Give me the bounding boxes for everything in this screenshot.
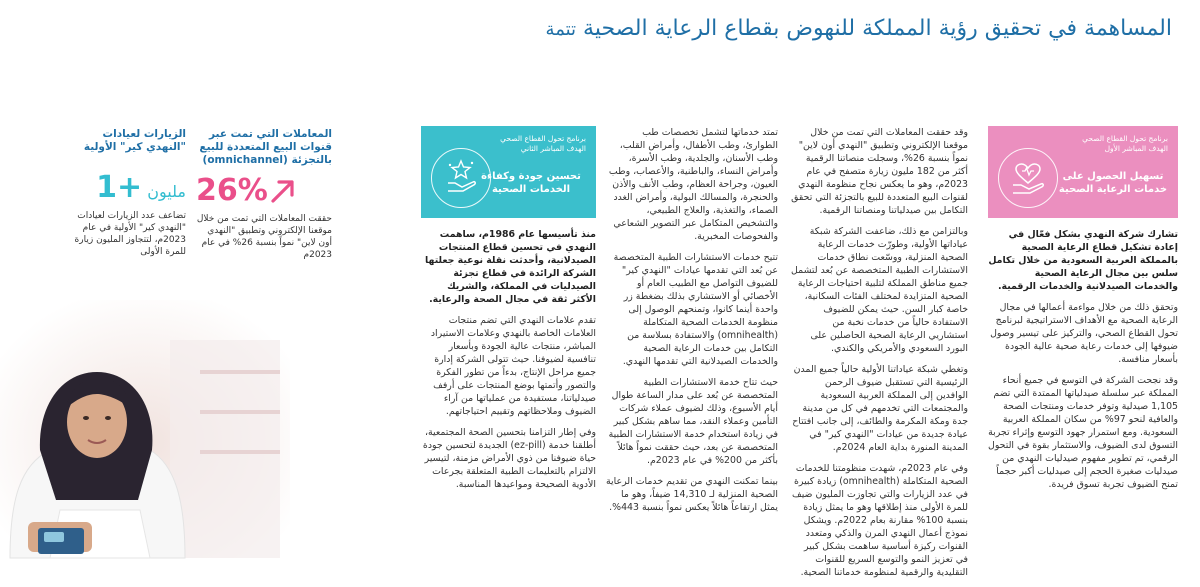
paragraph: تقدم علامات النهدي التي تضم منتجات العلامات الخاصة بالنهدي وعلامات الاستيراد المباشر، منتجات عالية الجودة وبأسعار تنافسية لضيوفنا. حيث تتولى الشركة إدارة جميع مراحل الإنتاج، بدءاً من تطور الفكرة والتصور وأتمتها بوضع المنتجات على أرفف صيدلياتنا، مستفيدة من عملياتها من آراء الضيوف وملاحظاتهم وتقييم احتياجاتهم.: [430, 315, 596, 417]
stat-heading: [196, 128, 332, 167]
stat-heading-line: المعاملات التي تمت عبر: [209, 128, 332, 140]
goal-card-goal: الهدف المباشر الأول: [1104, 144, 1168, 153]
paragraph: وتغطي شبكة عياداتنا الأولية حالياً جميع المدن الرئيسية التي تستقبل ضيوف الرحمن الوافدين إلى المملكة العربية السعودية والمجتمعات التي تخدمهم في كل من مدينة جدة ومكة المكرمة والطائف، إلى جانب افتتاح عيادة جديدة من عيادات "النهدي كير" في المدينة المنورة بداية العام 2024م.: [792, 364, 968, 453]
text-column-1: [988, 228, 1178, 499]
paragraph: بينما تمكنت النهدي من تقديم خدمات الرعاية الصحية المنزلية لـ 14,310 ضيفاً، وهو ما يمثل ارتفاعاً هائلاً يعكس نمواً بنسبة 443%.: [606, 476, 778, 513]
paragraph: تشارك شركة النهدي بشكل فعّال في إعادة تشكيل قطاع الرعاية الصحية بالمملكة العربية السعودية من خلال تكامل سلس بين مجال الرعاية الصحية والخدمات الصيدلانية والخدمات الرقمية.: [988, 229, 1178, 292]
text-column-3: [606, 126, 778, 522]
stat-value: 26%: [196, 173, 268, 208]
paragraph: وفي إطار التزامنا بتحسين الصحة المجتمعية، أطلقنا خدمة (ez-pill) الجديدة لتحسين جودة حياة ضيوفنا من ذوي الأمراض مزمنة، لتيسير الالتزام بالتعليمات الطبية المتعلقة بجرعات الأدوية الصحيحة ومواعيدها المناسبة.: [422, 427, 596, 490]
goal-card-quality: [421, 126, 596, 218]
paragraph: وبالتزامن مع ذلك، ضاعفت الشركة شبكة عياداتها الأولية، وطورّت خدمات الرعاية الصحية المنزلية، ووسّعت نطاق خدمات الاستشارات الطبية المتخصصة عن بُعد لتشمل جميع مناطق المملكة لتلبية احتياجات الرعاية الصحية المتزايدة لمختلف الفئات السكانية، خاصة كبار السن. حيث يمكن للضيوف الاستفادة حالياً من خدمات نخبة من استشاريي الرعاية الصحية الحاصلين على البورد السعودي والأمريكي والكندي.: [791, 226, 968, 354]
stat-heading-line: بالتجزئة (omnichannel): [202, 154, 332, 166]
stat-omnichannel: [196, 128, 332, 261]
arrow-up-right-icon: [268, 176, 298, 206]
stat-heading-line: قنوات البيع المتعددة للبيع: [199, 141, 332, 153]
goal-card-label: [1073, 134, 1168, 154]
stat-clinic-visits: [54, 128, 186, 258]
text-column-4: [421, 228, 596, 499]
pharmacist-photo: [0, 300, 290, 558]
page-title-text: المساهمة في تحقيق رؤية المملكة للنهوض بقطاع الرعاية الصحية: [583, 16, 1172, 41]
stat-value: +1: [96, 170, 143, 205]
goal-card-program: برنامج تحول القطاع الصحي: [500, 134, 586, 143]
text-column-2: [790, 126, 968, 587]
paragraph: وقد نجحت الشركة في التوسع في جميع أنحاء المملكة عبر سلسلة صيدلياتها الممتدة التي تضم 1,105 صيدلية وتوفر خدمات ومنتجات الصحة والعافية لنحو 97% من سكان المملكة العربية السعودية. ومع استمرار جهود التوسع وإثراء تجربة التسوق لدى الضيوف، والاستثمار بقوة في التحول الرقمي، تم تطوير مفهوم صيدليات النهدي من صيدليات صغيرة الحجم إلى صيدليات أكبر حجماً تمنح الضيوف تجربة تسوق فريدة.: [988, 375, 1178, 490]
stat-value-row: [54, 170, 186, 206]
goal-card-goal: الهدف المباشر الثاني: [520, 144, 586, 153]
stat-heading-line: الزيارات لعيادات: [102, 128, 186, 140]
goal-card-title: تسهيل الحصول على خدمات الرعاية الصحية: [1058, 171, 1168, 195]
paragraph: وقد حققت المعاملات التي تمت من خلال موقعنا الإلكتروني وتطبيق "النهدي أون لاين" نمواً بنسبة 26%، وسجلت منصاتنا الرقمية أكثر من 182 مليون زيارة متصفح في عام 2023م، وهو ما يعكس نجاح منظومة النهدي لقنوات البيع المتعددة للبيع بالتجزئة التي تحقق التكامل بين صيدلياتنا ومنصاتنا الرقمية.: [791, 127, 968, 216]
paragraph: تمتد خدماتها لتشمل تخصصات طب الطوارئ، وطب الأطفال، وأمراض القلب، وطب الأسنان، والجلدية، وطب الأسرة، وأمراض النساء، والباطنية، والأعصاب، وطب العيون، وجراحة العظام، وطب الأنف والأذن والحنجرة، والمسالك البولية، وأمراض الغدد الصماء، والتغذية، والعلاج الطبيعي، والتشخيص المتكامل عبر التصوير الشعاعي والفحوصات المخبرية.: [608, 127, 778, 242]
paragraph: وتحقق ذلك من خلال مواءمة أعمالها في مجال الرعاية الصحية مع الأهداف الاستراتيجية لبرنامج تحول القطاع الصحي، والتركيز على تيسير وصول ضيوفها إلى خدمات رعاية صحية عالية الجودة بأسعار منافسة.: [990, 302, 1178, 365]
page-title-suffix: تتمة: [545, 19, 577, 40]
paragraph: تتيح خدمات الاستشارات الطبية المتخصصة عن بُعد التي تقدمها عيادات "النهدي كير" للضيوف التواصل مع الطبيب العام أو الأخصائي أو الاستشاري بذلك بضغطة زر واحدة أينما كانوا، وتمنحهم الوصول إلى منظومة الخدمات الصحية المتكاملة (omnihealth) والاستفادة بسلاسة من التكامل بين خدمات الرعاية الصحية والخدمات الصيدلانية التي تقدمها النهدي.: [613, 252, 778, 367]
page-title: [392, 14, 1172, 45]
heart-hand-icon: [998, 148, 1058, 208]
paragraph: حيث تتاح خدمة الاستشارات الطبية المتخصصة عن بُعد على مدار الساعة طوال أيام الأسبوع، وذلك لضيوف عملاء شركات التأمين وعملاء النقد، مما ساهم بشكل كبير في زيادة استخدام خدمة الاستشارات الطبية المتخصصة عن بعد، حيث حققت نمواً هائلاً بأكثر من 200% في عام 2023م.: [608, 377, 778, 466]
stat-note: حققت المعاملات التي تمت من خلال موقعنا الإلكتروني وتطبيق "النهدي أون لاين" نمواً بنسبة 26% في عام 2023م: [196, 214, 332, 260]
paragraph: منذ تأسيسها عام 1986م، ساهمت النهدي في تحسين قطاع المنتجات الصيدلانية، وأحدثت نقلة نوعية جعلتها الشركة الرائدة في قطاع تجزئة الصيدليات في المملكة، والشريك الأكثر ثقة في مجال الصحة والرعاية.: [424, 229, 596, 305]
goal-card-title: تحسين جودة وكفاءة الخدمات الصحية: [481, 171, 581, 195]
stat-heading: [54, 128, 186, 154]
paragraph: وفي عام 2023م، شهدت منظومتنا للخدمات الصحية المتكاملة (omnihealth) زيادة كبيرة في عدد الزيارات والتي تجاوزت المليون ضيف للمرة الأولى منذ إطلاقها وهو ما يمثل زيادة بنسبة 100% مقارنة بعام 2022م. ويشكل نموذج أعمال النهدي المرن والذكي ومتعدد القنوات ركيزة أساسية ساهمت بشكل كبير في تعزيز النمو والتوسع السريع للقنوات التقليدية والرقمية لمنظومة خدماتنا الصحية.: [792, 463, 968, 578]
stat-value-unit: مليون: [147, 182, 186, 201]
stat-heading-line: "النهدي كير" الأولية: [83, 141, 186, 153]
stat-note: تضاعف عدد الزيارات لعيادات "النهدي كير" الأولية في عام 2023م، لتتجاوز المليون زيارة للمرة الأولى: [74, 211, 186, 257]
stat-value-row: [196, 173, 332, 209]
goal-card-program: برنامج تحول القطاع الصحي: [1082, 134, 1168, 143]
goal-card-label: [491, 134, 586, 154]
goal-card-access: [988, 126, 1178, 218]
